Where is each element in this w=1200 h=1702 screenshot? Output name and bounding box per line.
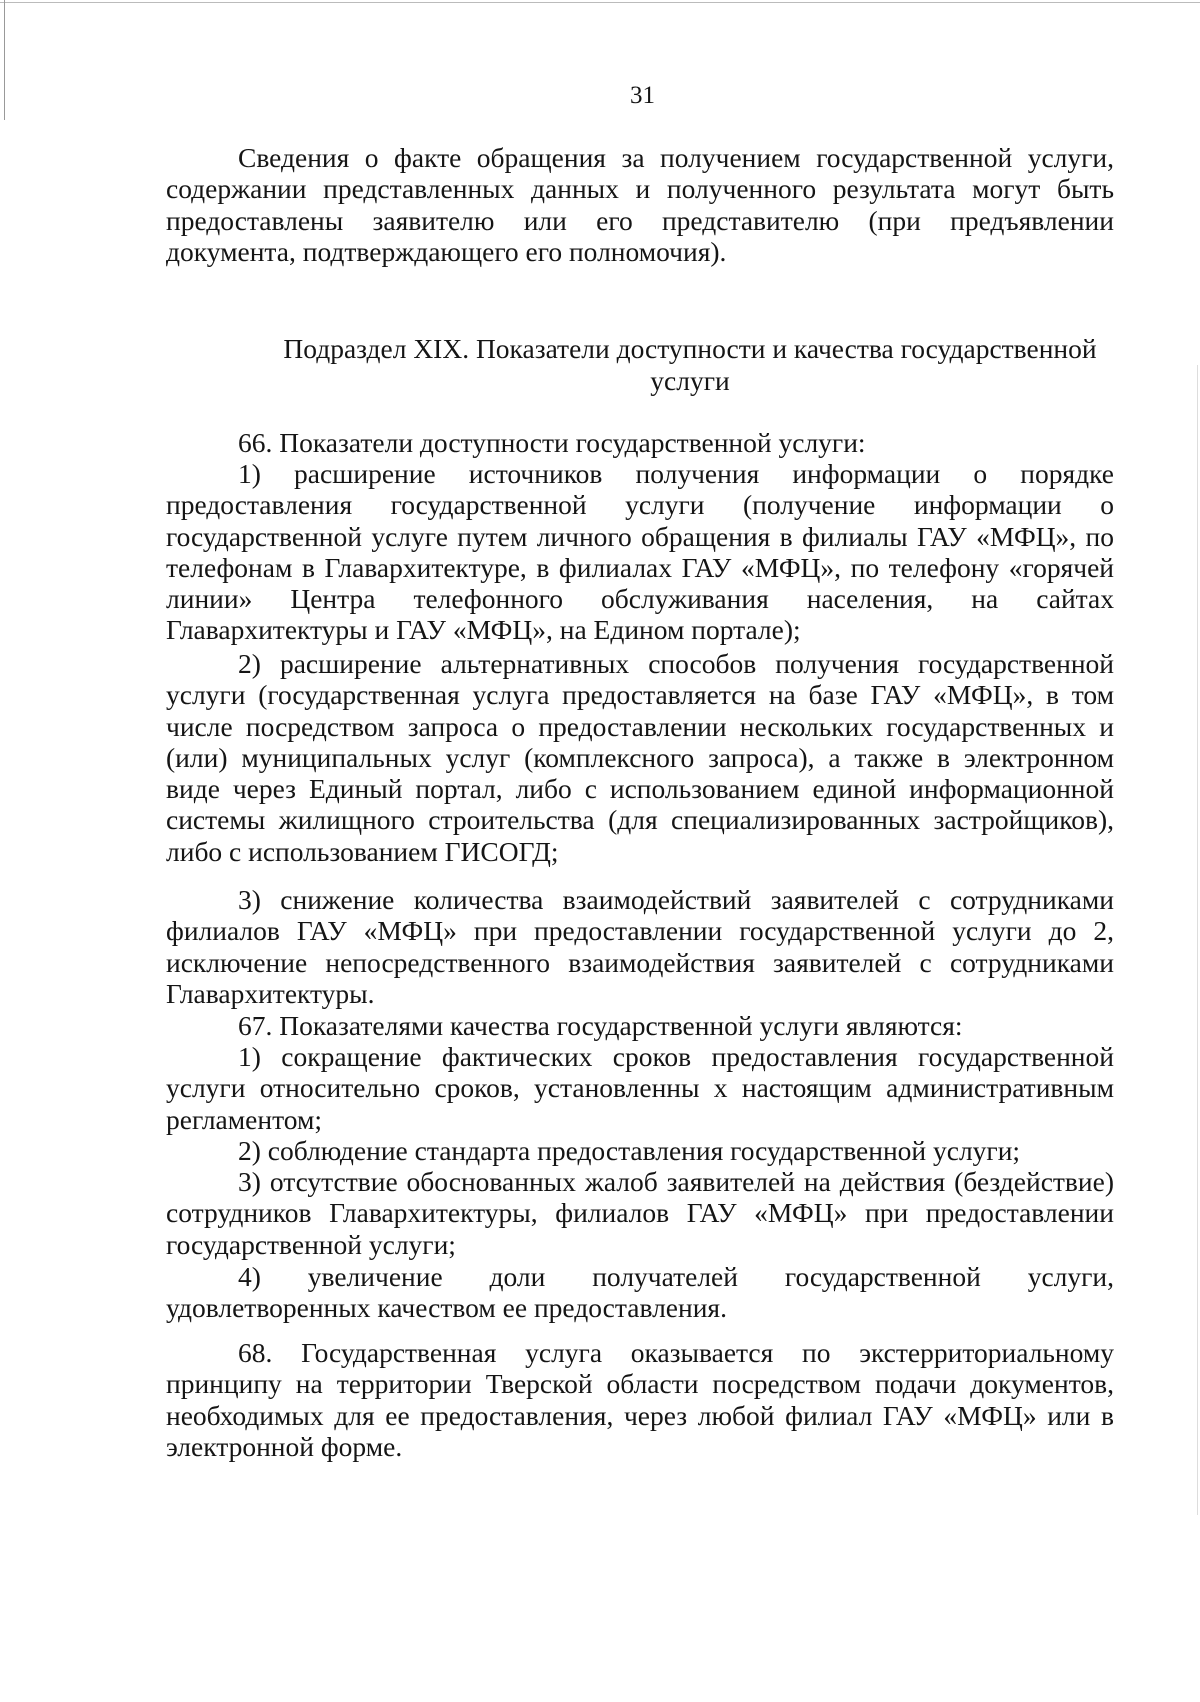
item-66-2: 2) расширение альтернативных способов получения государственной услуги (государственная услуга предоставляется на базе ГАУ «МФЦ», в том числе посредством запроса о предоставлении нескольких государственных и (или) муниципальных услуг (комплексного запроса), а также в электронном виде через Единый портал, либо с использованием единой информационной системы жилищного строительства (для специализированных застройщиков), либо с использованием ГИСОГД; [166, 648, 1114, 867]
section-heading [166, 333, 1114, 397]
intro-paragraph: Сведения о факте обращения за получением государственной услуги, содержании представленных данных и полученного результата могут быть предоставлены заявителю или его представителю (при предъявлении документа, подтверждающего его полномочия). [166, 142, 1114, 267]
item-66-1: 1) расширение источников получения информации о порядке предоставления государственной услуги (получение информации о государственной услуге путем личного обращения в филиалы ГАУ «МФЦ», по телефонам в Главархитектуре, в филиалах ГАУ «МФЦ», по телефону «горячей линии» Центра телефонного обслуживания населения, на сайтах Главархитектуры и ГАУ «МФЦ», на Едином портале); [166, 458, 1114, 646]
item-66-title: 66. Показатели доступности государственной услуги: [238, 427, 866, 458]
page-number: 31 [630, 82, 655, 109]
section-heading-line2: услуги [650, 365, 730, 396]
item-67-4: 4) увеличение доли получателей государственной услуги, удовлетворенных качеством ее предоставления. [166, 1261, 1114, 1324]
scan-right-edge [1197, 365, 1198, 1515]
item-67-2: 2) соблюдение стандарта предоставления государственной услуги; [238, 1135, 1021, 1166]
section-heading-line1: Подраздел XIX. Показатели доступности и качества государственной [283, 333, 1097, 364]
item-66-3: 3) снижение количества взаимодействий заявителей с сотрудниками филиалов ГАУ «МФЦ» при предоставлении государственной услуги до 2, исключение непосредственного взаимодействия заявителей с сотрудниками Главархитектуры. [166, 884, 1114, 1009]
item-67-3: 3) отсутствие обоснованных жалоб заявителей на действия (бездействие) сотрудников Главархитектуры, филиалов ГАУ «МФЦ» при предоставлении государственной услуги; [166, 1166, 1114, 1260]
item-67-title: 67. Показателями качества государственной услуги являются: [238, 1010, 963, 1041]
item-68: 68. Государственная услуга оказывается по экстерриториальному принципу на территории Тверской области посредством подачи документов, необходимых для ее предоставления, через любой филиал ГАУ «МФЦ» или в электронной форме. [166, 1337, 1114, 1462]
scan-top-edge [0, 2, 1200, 3]
item-67-1: 1) сокращение фактических сроков предоставления государственной услуги относительно сроков, установленны х настоящим административным регламентом; [166, 1041, 1114, 1135]
